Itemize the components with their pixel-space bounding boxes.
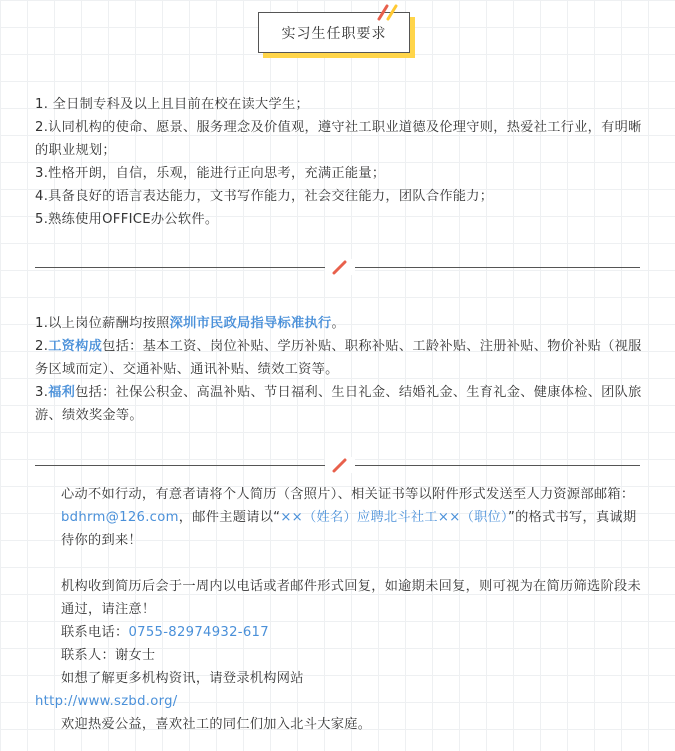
requirement-item: 1. 全日制专科及以上且目前在校在读大学生； — [35, 97, 309, 112]
phone-link[interactable]: 0755-82974932-617 — [128, 625, 269, 640]
requirement-item: 3.性格开朗，自信，乐观，能进行正向思考，充满正能量； — [35, 166, 386, 181]
salary-line-2: 2.工资构成包括：基本工资、岗位补贴、学历补贴、职称补贴、工龄补贴、注册补贴、物价补贴（视服务区域而定）、交通补贴、通讯补贴、绩效工资等。 — [35, 339, 642, 377]
salary-standard-highlight: 深圳市民政局指导标准执行 — [169, 316, 332, 331]
title-text: 实习生任职要求 — [281, 25, 387, 42]
requirement-item: 2.认同机构的使命、愿景、服务理念及价值观，遵守社工职业道德及伦理守则，热爱社工行业，有明晰的职业规划； — [35, 120, 642, 158]
spacer — [35, 552, 645, 575]
salary-composition-highlight: 工资构成 — [48, 339, 103, 354]
requirements-list — [35, 93, 645, 231]
benefits-highlight: 福利 — [48, 385, 76, 400]
section-title — [258, 12, 415, 58]
title-accent-marks — [373, 2, 403, 22]
subject-format: ××（姓名）应聘北斗社工××（职位） — [280, 510, 508, 525]
divider-slash-icon — [325, 457, 355, 473]
email-link[interactable]: bdhrm@126.com — [61, 510, 179, 525]
section-divider — [35, 257, 640, 277]
contact-section — [35, 483, 645, 736]
divider-slash-icon — [325, 259, 355, 275]
requirement-item: 5.熟练使用OFFICE办公软件。 — [35, 212, 219, 227]
salary-line-1: 1.以上岗位薪酬均按照深圳市民政局指导标准执行。 — [35, 316, 345, 331]
salary-line-3: 3.福利包括：社保公积金、高温补贴、节日福利、生日礼金、结婚礼金、生育礼金、健康体检、团队旅游、绩效奖金等。 — [35, 385, 642, 423]
website-link[interactable]: http://www.szbd.org/ — [35, 694, 178, 709]
apply-instructions: 心动不如行动，有意者请将个人简历（含照片）、相关证书等以附件形式发送至人力资源部邮箱：bdhrm@126.com，邮件主题请以“××（姓名）应聘北斗社工××（职位）”的格式书写，真诚期待你的到来！ — [61, 487, 637, 548]
section-divider — [35, 455, 640, 475]
requirement-item: 4.具备良好的语言表达能力，文书写作能力，社会交往能力，团队合作能力； — [35, 189, 494, 204]
contact-person: 谢女士 — [114, 648, 156, 663]
website-intro: 如想了解更多机构资讯，请登录机构网站 — [61, 671, 304, 686]
phone-line: 联系电话：0755-82974932-617 — [61, 625, 269, 640]
reply-note: 机构收到简历后会于一周内以电话或者邮件形式回复，如逾期未回复，则可视为在简历筛选阶段未通过，请注意！ — [61, 579, 641, 617]
contact-person-line: 联系人：谢女士 — [61, 648, 156, 663]
salary-section — [35, 312, 645, 427]
welcome-text: 欢迎热爱公益，喜欢社工的同仁们加入北斗大家庭。 — [61, 717, 372, 732]
